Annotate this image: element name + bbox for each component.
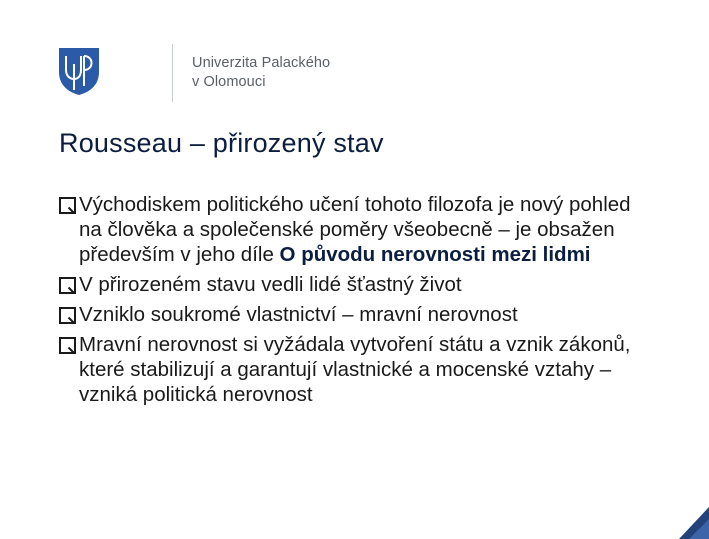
checkbox-q-bullet-icon [59,277,76,294]
checkbox-q-bullet-icon [59,307,76,324]
logo-divider [172,44,173,102]
bullet-text: Vzniklo soukromé vlastnictví – mravní nerovnost [79,303,518,326]
checkbox-q-bullet-icon [59,337,76,354]
bullet-text: Východiskem politického učení tohoto filozofa je nový pohled na člověka a společenské poměry všeobecně – je obsažen především v jeho díle [79,193,631,266]
university-name-line2: v Olomouci [192,74,266,90]
bullet-emphasis: O původu nerovnosti mezi lidmi [279,243,591,266]
bullet-list [59,192,659,412]
bullet-text: Mravní nerovnost si vyžádala vytvoření státu a vznik zákonů, které stabilizují a garantují vlastnické a mocenské vztahy – vzniká politická nerovnost [79,333,631,406]
upol-emblem-icon [57,46,101,96]
slide-title: Rousseau – přirozený stav [59,128,384,158]
bullet-item [59,272,659,297]
corner-accent-icon [679,507,709,539]
bullet-item [59,192,659,267]
bullet-item [59,332,659,407]
bullet-item [59,302,659,327]
university-name [192,54,412,92]
university-name-line1: Univerzita Palackého [192,55,331,71]
bullet-text: V přirozeném stavu vedli lidé šťastný život [79,273,462,296]
checkbox-q-bullet-icon [59,197,76,214]
